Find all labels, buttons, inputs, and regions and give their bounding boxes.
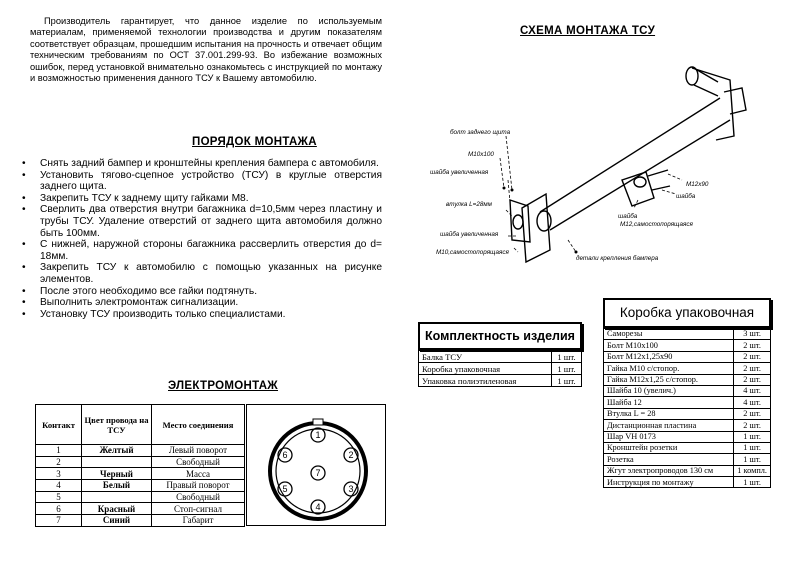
item-qty: 1 шт. (734, 442, 771, 453)
table-row (604, 385, 771, 396)
item-name: Балка ТСУ (419, 351, 552, 363)
step-item: • Закрепить ТСУ к автомобилю с помощью указанных на рисунке элементов. (20, 262, 382, 285)
place-cell: Свободный (152, 491, 245, 503)
pin-6-label: 6 (282, 450, 288, 460)
item-name: Шайба 10 (увелич.) (604, 385, 734, 396)
item-name: Жгут электропроводов 130 см (604, 465, 734, 476)
table-row (604, 408, 771, 419)
table-row (36, 503, 245, 515)
pin-1-label: 1 (315, 430, 321, 440)
label-washer-1: шайба (676, 193, 696, 200)
color-cell: Синий (82, 515, 152, 527)
color-cell: Желтый (82, 445, 152, 457)
warranty-text: Производитель гарантирует, что данное изделие по используемым материалам, применяемой технологии производства и другим показателям соответствует образцам, прошедшим испытания на прочность и отвечает общим техническим требованиям по ОСТ 37.001.299-93. Во избежание возможных ошибок, перед установкой внимательно ознакомьтесь с инструкцией по монтажу и возможностью применения данного ТСУ к Вашему автомобилю. (30, 16, 382, 84)
leader-bolt-shield (506, 136, 512, 190)
place-cell: Габарит (152, 515, 245, 527)
table-row (604, 442, 771, 453)
table-row (604, 477, 771, 488)
leader-washer-r (662, 190, 676, 194)
label-m12x90: М12х90 (686, 181, 709, 188)
item-qty: 2 шт. (734, 374, 771, 385)
mounting-scheme (400, 40, 800, 280)
contact-cell: 2 (36, 456, 82, 468)
item-name: Саморезы (604, 329, 734, 340)
item-name: Дистанционная пластина (604, 420, 734, 431)
assembly-title: ПОРЯДОК МОНТАЖА (192, 136, 317, 148)
place-cell: Левый поворот (152, 445, 245, 457)
color-cell (82, 456, 152, 468)
step-item: • Закрепить ТСУ к заднему щиту гайками М8. (20, 193, 382, 205)
table-row (604, 465, 771, 476)
bolt-m10 (503, 187, 506, 190)
table-row (604, 363, 771, 374)
item-name: Гайка М10 с/стопор. (604, 363, 734, 374)
item-qty: 2 шт. (734, 420, 771, 431)
leader-bumper (568, 240, 576, 252)
assembly-steps (20, 158, 382, 320)
tow-bar-drawing (400, 40, 800, 280)
table-row (604, 351, 771, 362)
place-cell: Стоп-сигнал (152, 503, 245, 515)
item-name: Шайба 12 (604, 397, 734, 408)
pin-3-label: 3 (348, 484, 354, 494)
item-qty: 2 шт. (734, 340, 771, 351)
left-bracket (522, 194, 550, 262)
item-name: Розетка (604, 454, 734, 465)
leader-m10-nut (514, 248, 518, 252)
label-m10-selflock: М10,самостопорящаяся (436, 249, 509, 256)
table-row (36, 480, 245, 492)
item-qty: 4 шт. (734, 397, 771, 408)
item-name: Инструкция по монтажу (604, 477, 734, 488)
item-name: Втулка L = 28 (604, 408, 734, 419)
ball-hole (634, 177, 646, 187)
right-plate (724, 88, 746, 114)
place-cell: Масса (152, 468, 245, 480)
table-row (36, 468, 245, 480)
item-qty: 2 шт. (734, 363, 771, 374)
leader-m12x90 (668, 174, 682, 180)
box-contents-table (603, 328, 771, 488)
table-row (36, 515, 245, 527)
contact-cell: 6 (36, 503, 82, 515)
bumper-bolt (575, 251, 578, 254)
step-item: • Сверлить два отверстия внутри багажника d=10,5мм через пластину и трубы ТСУ. Удаление отверстий от заднего щита автомобиля должно быть 100мм. (20, 204, 382, 239)
contact-cell: 7 (36, 515, 82, 527)
header-place: Место соединения (152, 405, 245, 445)
socket-diagram (247, 405, 385, 525)
item-qty: 1 шт. (552, 351, 582, 363)
contact-cell: 4 (36, 480, 82, 492)
step-item: • Установить тягово-сцепное устройство (ТСУ) в круглые отверстия заднего щита. (20, 170, 382, 193)
table-row (36, 491, 245, 503)
item-qty: 2 шт. (734, 351, 771, 362)
item-qty: 1 шт. (552, 363, 582, 375)
bolt-head (511, 189, 514, 192)
color-cell: Белый (82, 480, 152, 492)
scheme-title: СХЕМА МОНТАЖА ТСУ (520, 25, 656, 37)
label-m12-selflock: М12,самостопорящаяся (620, 221, 693, 228)
electrical-title: ЭЛЕКТРОМОНТАЖ (168, 380, 279, 392)
leader-washer-1 (508, 180, 510, 202)
item-name: Упаковка полиэтиленовая (419, 375, 552, 387)
leader-m10x100 (500, 158, 504, 188)
label-sleeve: втулка L=28мм (446, 201, 492, 208)
item-qty: 1 шт. (734, 477, 771, 488)
header-color: Цвет провода на ТСУ (82, 405, 152, 445)
label-washer-2: шайба (618, 213, 638, 220)
pin-7-label: 7 (315, 468, 321, 478)
table-row (604, 340, 771, 351)
table-row (419, 351, 582, 363)
step-item: • Установку ТСУ производить только специалистами. (20, 309, 382, 321)
item-qty: 3 шт. (734, 329, 771, 340)
label-washer-large-2: шайба увеличенная (440, 231, 499, 238)
table-row (604, 374, 771, 385)
header-contact: Контакт (36, 405, 82, 445)
table-row (604, 454, 771, 465)
label-m10x100: М10х100 (468, 151, 494, 158)
item-qty: 4 шт. (734, 385, 771, 396)
box-title: Коробка упаковочная (603, 298, 771, 328)
socket-key-notch (313, 419, 323, 425)
kit-title: Комплектность изделия (418, 322, 582, 350)
table-row (604, 397, 771, 408)
kit-table (418, 350, 582, 387)
item-qty: 1 компл. (734, 465, 771, 476)
item-qty: 1 шт. (552, 375, 582, 387)
pin-5-label: 5 (282, 484, 288, 494)
contact-cell: 3 (36, 468, 82, 480)
color-cell: Черный (82, 468, 152, 480)
wiring-table (35, 404, 245, 527)
contact-cell: 1 (36, 445, 82, 457)
table-row (604, 329, 771, 340)
label-washer-large-1: шайба увеличенная (430, 169, 489, 176)
color-cell: Красный (82, 503, 152, 515)
place-cell: Правый поворот (152, 480, 245, 492)
table-row (419, 375, 582, 387)
step-item: • После этого необходимо все гайки подтянуть. (20, 286, 382, 298)
item-name: Гайка М12х1,25 с/стопор. (604, 374, 734, 385)
place-cell: Свободный (152, 456, 245, 468)
table-row (36, 456, 245, 468)
step-item: • Снять задний бампер и кронштейны крепления бампера с автомобиля. (20, 158, 382, 170)
item-qty: 1 шт. (734, 454, 771, 465)
table-row (604, 420, 771, 431)
item-name: Коробка упаковочная (419, 363, 552, 375)
step-item: • С нижней, наружной стороны багажника рассверлить отверстия до d= 18мм. (20, 239, 382, 262)
right-tube (692, 67, 718, 96)
table-row (604, 431, 771, 442)
item-qty: 2 шт. (734, 408, 771, 419)
table-row (36, 445, 245, 457)
socket-pinout (246, 404, 386, 526)
item-name: Шар VH 0173 (604, 431, 734, 442)
item-name: Болт М12х1,25х90 (604, 351, 734, 362)
table-row (419, 363, 582, 375)
pin-2-label: 2 (348, 450, 354, 460)
item-qty: 1 шт. (734, 431, 771, 442)
label-bolt-shield: болт заднего щита (450, 129, 511, 136)
item-name: Болт М10х100 (604, 340, 734, 351)
beam-bottom-edge (550, 120, 730, 230)
color-cell (82, 491, 152, 503)
item-name: Кронштейн розетки (604, 442, 734, 453)
contact-cell: 5 (36, 491, 82, 503)
step-item: • Выполнить электромонтаж сигнализации. (20, 297, 382, 309)
label-bumper-parts: детали крепления бампера (576, 255, 659, 262)
pin-4-label: 4 (315, 502, 321, 512)
left-hole (513, 215, 523, 229)
